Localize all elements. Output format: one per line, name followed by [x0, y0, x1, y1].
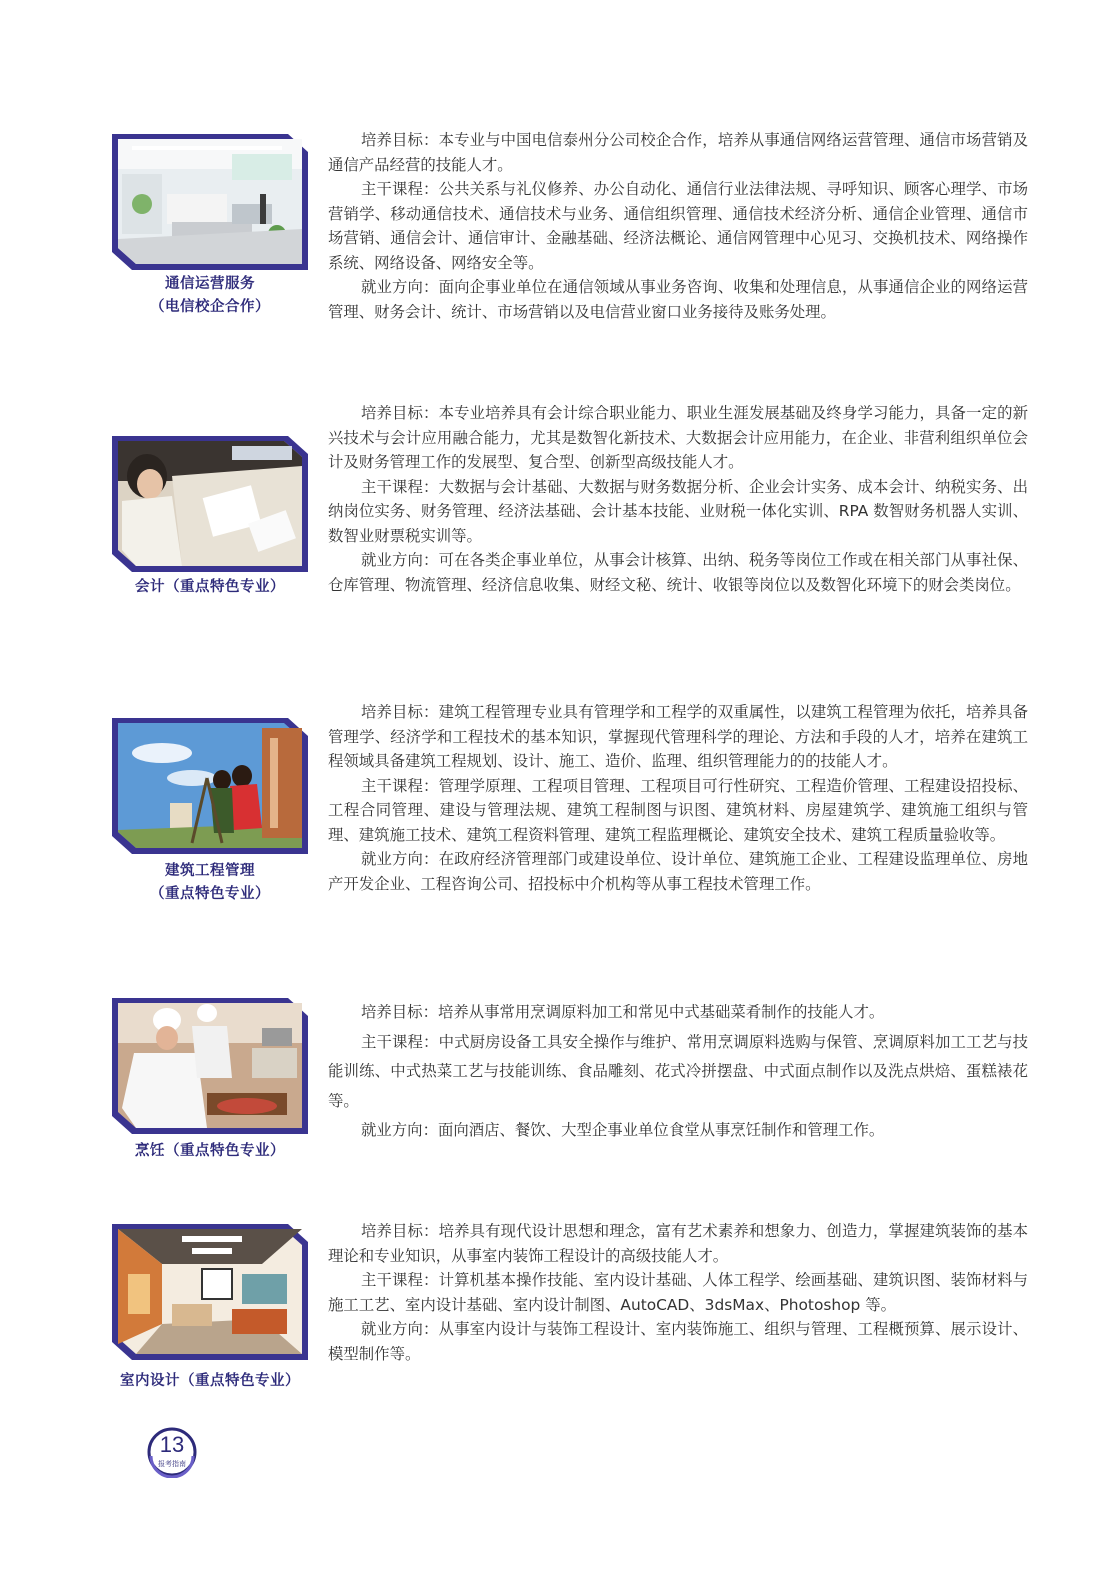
main-courses: 主干课程：管理学原理、工程项目管理、工程项目可行性研究、工程造价管理、工程建设招投标、工程合同管理、建设与管理法规、建筑工程制图与识图、建筑材料、房屋建筑学、建筑施工组织与管理、建筑施工技术、建筑工程资料管理、建筑工程监理概论、建筑安全技术、建筑工程质量验收等。	[328, 776, 1028, 844]
caption-line: 建筑工程管理	[165, 863, 255, 879]
major-caption	[112, 860, 308, 906]
major-description	[328, 1219, 1028, 1366]
page-number-badge	[146, 1426, 198, 1478]
page-number: 13	[159, 1432, 185, 1457]
training-goal: 培养目标：本专业与中国电信泰州分公司校企合作，培养从事通信网络运营管理、通信市场营销及通信产品经营的技能人才。	[328, 131, 1028, 174]
major-caption	[112, 576, 308, 599]
main-courses: 主干课程：中式厨房设备工具安全操作与维护、常用烹调原料选购与保管、烹调原料加工工艺与技能训练、中式热菜工艺与技能训练、食品雕刻、花式冷拼摆盘、中式面点制作以及洗点烘焙、蛋糕裱花等。	[328, 1032, 1028, 1110]
career-direction: 就业方向：可在各类企事业单位，从事会计核算、出纳、税务等岗位工作或在相关部门从事社保、仓库管理、物流管理、经济信息收集、财经文秘、统计、收银等岗位以及数智化环境下的财会类岗位。	[328, 551, 1028, 594]
training-goal: 培养目标：培养具有现代设计思想和理念，富有艺术素养和想象力、创造力，掌握建筑装饰的基本理论和专业知识，从事室内装饰工程设计的高级技能人才。	[328, 1222, 1028, 1265]
career-direction: 就业方向：从事室内设计与装饰工程设计、室内装饰施工、组织与管理、工程概预算、展示设计、模型制作等。	[328, 1320, 1028, 1363]
major-caption	[112, 273, 308, 319]
major-caption	[112, 1370, 308, 1393]
career-direction: 就业方向：面向酒店、餐饮、大型企事业单位食堂从事烹饪制作和管理工作。	[361, 1121, 885, 1139]
caption-line: （重点特色专业）	[150, 886, 270, 902]
caption-line: 通信运营服务	[165, 276, 255, 292]
telecom-store-photo	[112, 134, 308, 270]
major-caption	[112, 1140, 308, 1163]
caption-line: 烹饪（重点特色专业）	[135, 1143, 285, 1159]
training-goal: 培养目标：本专业培养具有会计综合职业能力、职业生涯发展基础及终身学习能力，具备一定的新兴技术与会计应用融合能力，尤其是数智化新技术、大数据会计应用能力，在企业、非营利组织单位会计及财务管理工作的发展型、复合型、创新型高级技能人才。	[328, 404, 1028, 471]
surveying-photo	[112, 718, 308, 854]
cooking-photo	[112, 998, 308, 1134]
training-goal: 培养目标：建筑工程管理专业具有管理学和工程学的双重属性，以建筑工程管理为依托，培养具备管理学、经济学和工程技术的基本知识，掌握现代管理科学的理论、方法和手段的人才，培养在建筑工程领域具备建筑工程规划、设计、施工、造价、监理、组织管理能力的的技能人才。	[328, 703, 1028, 770]
training-goal: 培养目标：培养从事常用烹调原料加工和常见中式基础菜肴制作的技能人才。	[361, 1003, 885, 1021]
main-courses: 主干课程：公共关系与礼仪修养、办公自动化、通信行业法律法规、寻呼知识、顾客心理学、市场营销学、移动通信技术、通信技术与业务、通信组织管理、通信技术经济分析、通信企业管理、通信市场营销、通信会计、通信审计、金融基础、经济法概论、通信网管理中心见习、交换机技术、网络操作系统、网络设备、网络安全等。	[328, 180, 1028, 272]
career-direction: 就业方向：在政府经济管理部门或建设单位、设计单位、建筑施工企业、工程建设监理单位、房地产开发企业、工程咨询公司、招投标中介机构等从事工程技术管理工作。	[328, 850, 1028, 893]
major-description	[328, 401, 1028, 597]
interior-sketch-photo	[112, 1224, 308, 1360]
accounting-student-photo	[112, 436, 308, 572]
major-description	[328, 998, 1028, 1146]
caption-line: 室内设计（重点特色专业）	[120, 1373, 300, 1389]
major-description	[328, 128, 1028, 324]
caption-line: 会计（重点特色专业）	[135, 579, 285, 595]
major-description	[328, 700, 1028, 896]
page-label: 报考指南	[158, 1460, 186, 1468]
main-courses: 主干课程：大数据与会计基础、大数据与财务数据分析、企业会计实务、成本会计、纳税实务、出纳岗位实务、财务管理、经济法基础、会计基本技能、业财税一体化实训、RPA 数智财务机器人实训、数智业财票税实训等。	[328, 477, 1028, 545]
main-courses: 主干课程：计算机基本操作技能、室内设计基础、人体工程学、绘画基础、建筑识图、装饰材料与施工工艺、室内设计基础、室内设计制图、AutoCAD、3dsMax、Photoshop 等。	[328, 1271, 1028, 1314]
career-direction: 就业方向：面向企事业单位在通信领域从事业务咨询、收集和处理信息，从事通信企业的网络运营管理、财务会计、统计、市场营销以及电信营业窗口业务接待及账务处理。	[328, 278, 1028, 321]
caption-line: （电信校企合作）	[150, 299, 270, 315]
